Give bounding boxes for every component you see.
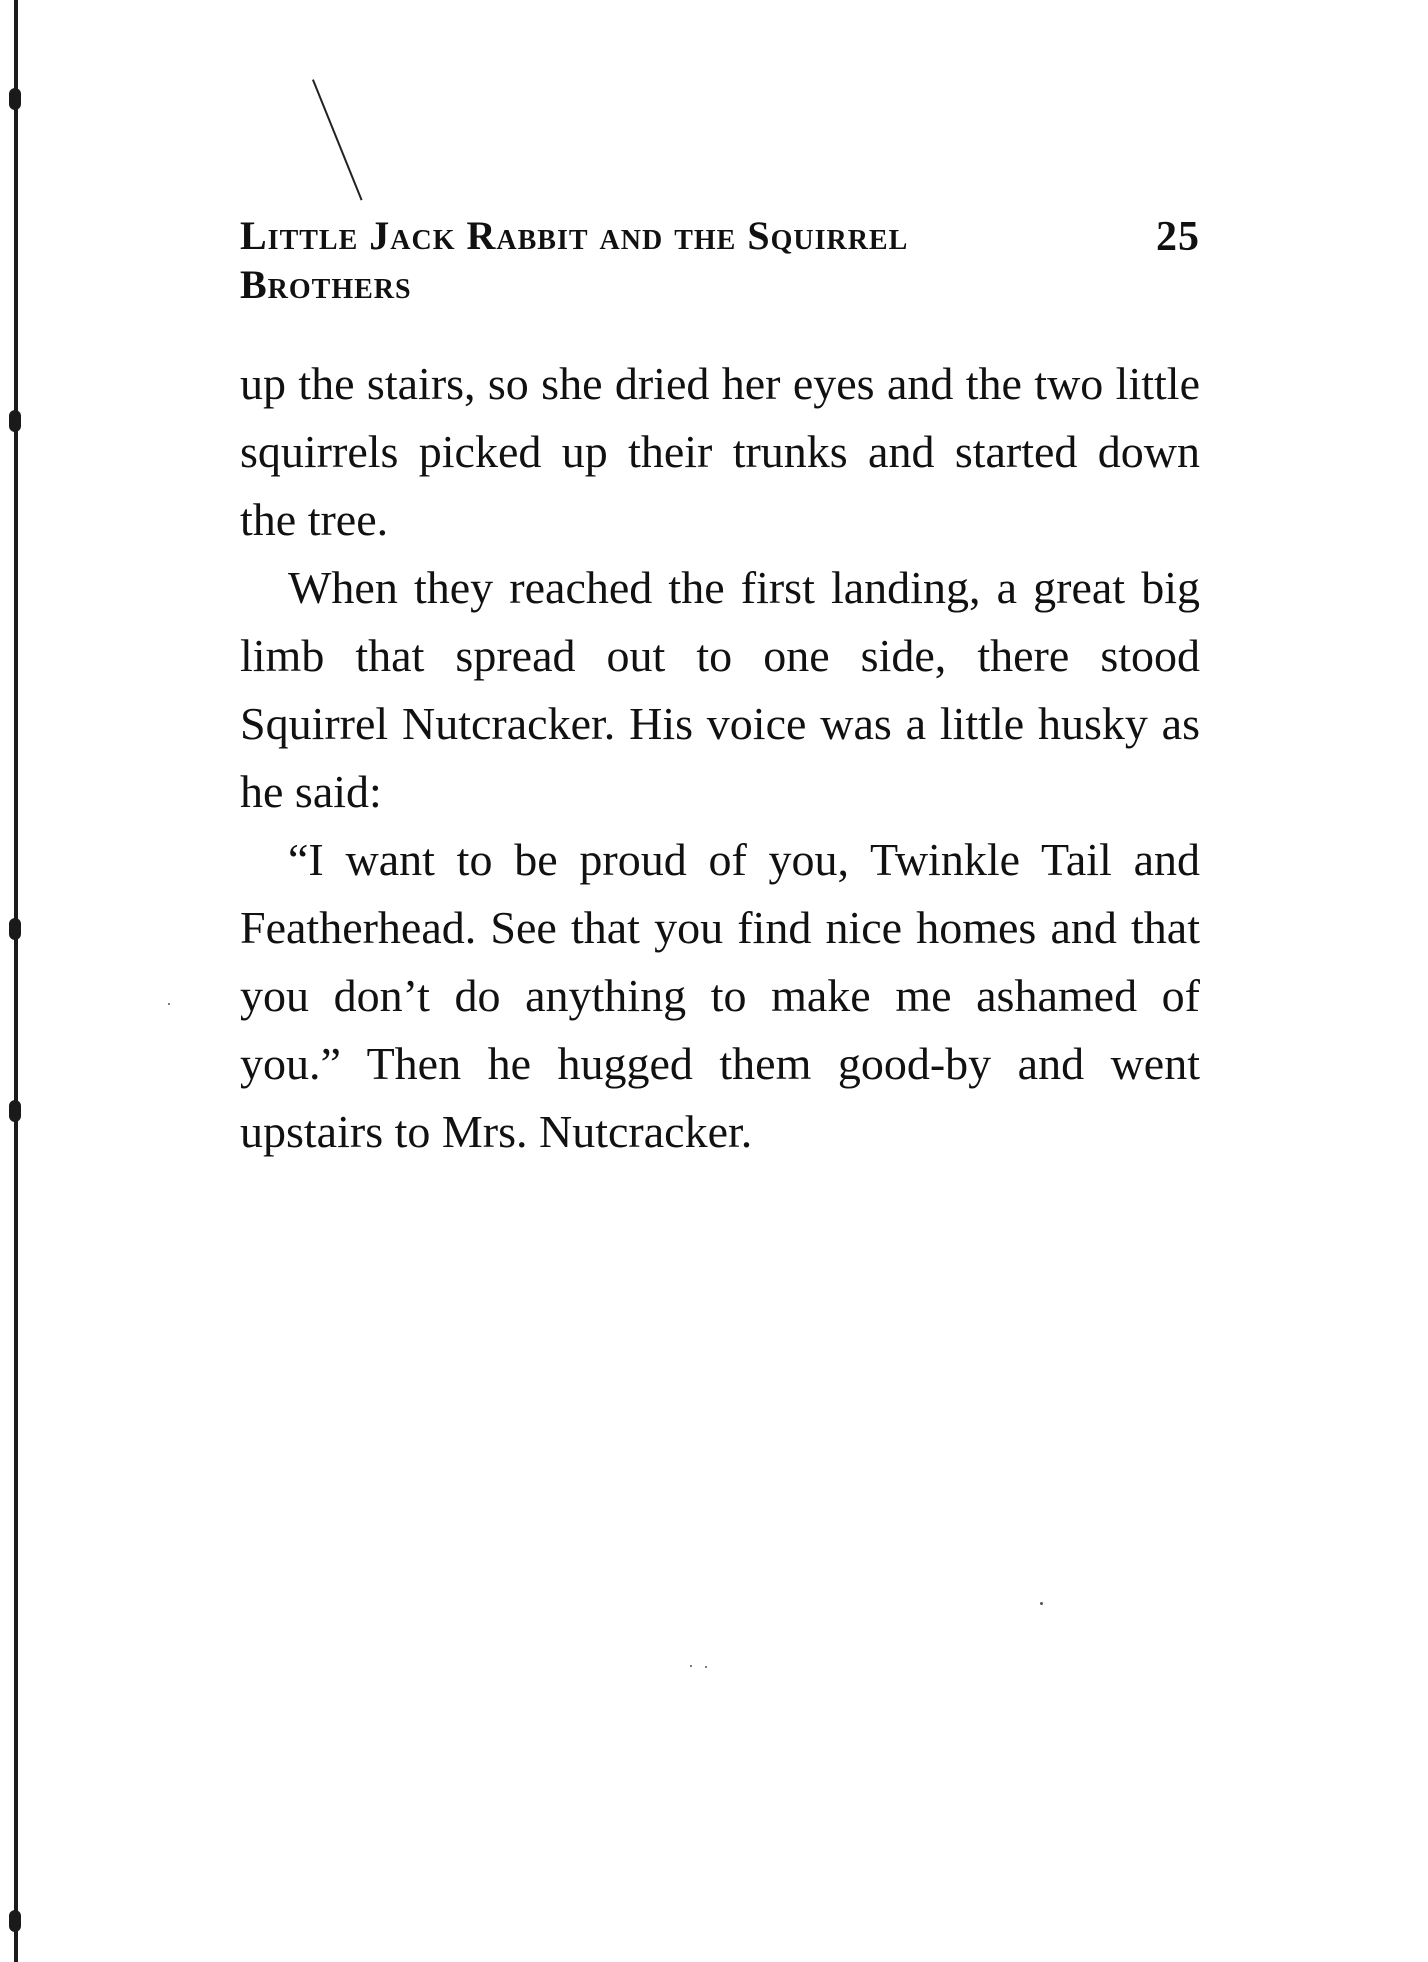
body-text	[240, 350, 1200, 1166]
paper-speck	[1040, 1602, 1043, 1605]
binding-mark	[9, 1910, 21, 1932]
binding-mark	[9, 410, 21, 432]
binding-mark	[9, 88, 21, 110]
binding-edge	[14, 0, 18, 1962]
paper-scratch	[312, 79, 363, 200]
paper-speck	[690, 1665, 692, 1667]
page-number: 25	[1156, 214, 1200, 260]
paragraph: “I want to be proud of you, Twinkle Tail and Featherhead. See that you find nice homes and that you don’t do anything to make me ashamed of you.” Then he hugged them good-by and went upstairs to Mrs. Nutcracker.	[240, 834, 1200, 1157]
paper-speck	[168, 1003, 170, 1005]
paragraph: When they reached the first landing, a great big limb that spread out to one side, there stood Squirrel Nutcracker. His voice was a little husky as he said:	[240, 562, 1200, 817]
running-header-title: Little Jack Rabbit and the Squirrel Brothers	[240, 213, 909, 307]
binding-mark	[9, 918, 21, 940]
paragraph: up the stairs, so she dried her eyes and the two little squirrels picked up their trunks and started down the tree.	[240, 358, 1200, 545]
running-header	[240, 212, 1200, 310]
binding-mark	[9, 1100, 21, 1122]
paper-speck	[705, 1666, 707, 1668]
